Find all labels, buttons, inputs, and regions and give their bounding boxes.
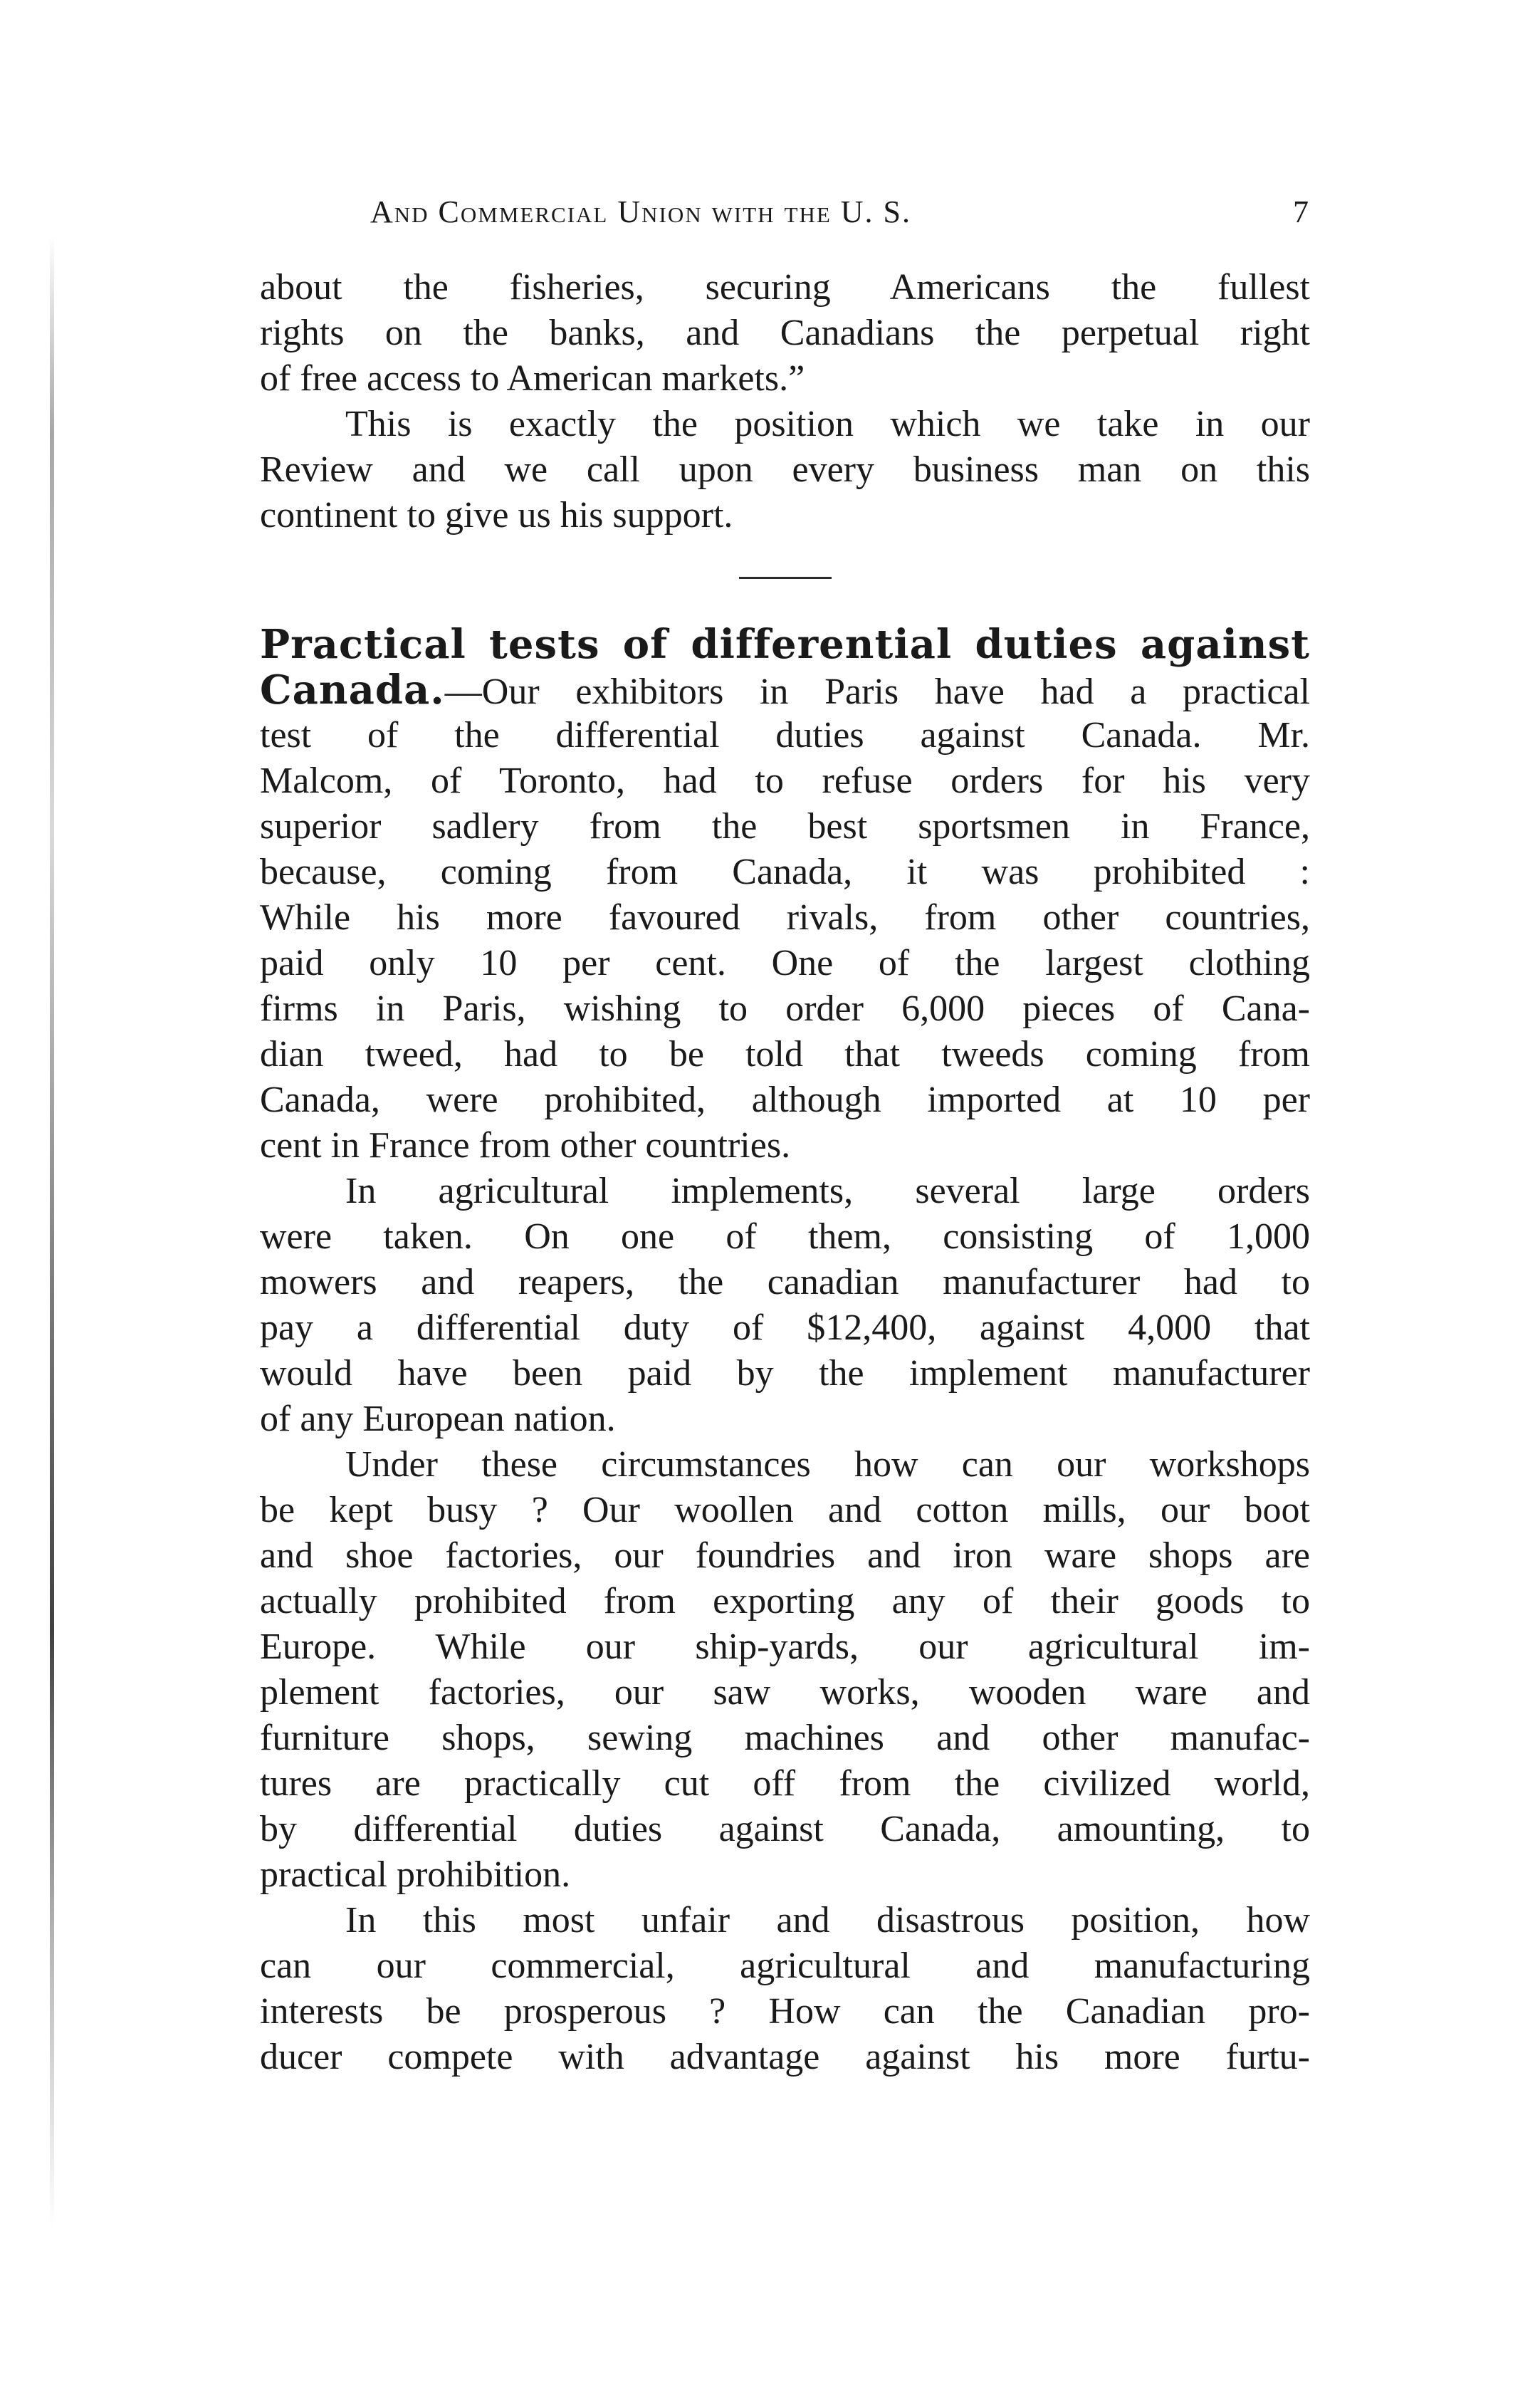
text-line: continent to give us his support. — [260, 495, 733, 536]
text-line: pay a differential duty of $12,400, against 4,000 that — [260, 1307, 1310, 1348]
running-head — [260, 194, 1310, 236]
text-line: tures are practically cut off from the civilized world, — [260, 1763, 1310, 1804]
text-line: can our commercial, agricultural and manufacturing — [260, 1946, 1310, 1986]
page-number: 7 — [1293, 194, 1310, 229]
section-heading-run-in: Canada. — [260, 667, 445, 713]
text-line: would have been paid by the implement manufacturer — [260, 1353, 1310, 1394]
text-line: firms in Paris, wishing to order 6,000 pieces of Cana- — [260, 988, 1310, 1029]
text-line: In this most unfair and disastrous position, how — [345, 1900, 1310, 1941]
text-line: and shoe factories, our foundries and iron ware shops are — [260, 1535, 1310, 1576]
text-line: Malcom, of Toronto, had to refuse orders for his very — [260, 761, 1310, 801]
text-line: superior sadlery from the best sportsmen in France, — [260, 806, 1310, 847]
text-line: by differential duties against Canada, amounting, to — [260, 1809, 1310, 1849]
text-line: interests be prosperous ? How can the Canadian pro- — [260, 1991, 1310, 2032]
text-line: ducer compete with advantage against his more furtu- — [260, 2037, 1310, 2077]
text-line: actually prohibited from exporting any of their goods to — [260, 1581, 1310, 1621]
section-heading: Practical tests of differential duties against — [260, 622, 1310, 667]
text-line: This is exactly the position which we take in our — [345, 404, 1310, 444]
text-line: While his more favoured rivals, from other countries, — [260, 897, 1310, 938]
text-line: of any European nation. — [260, 1399, 616, 1439]
section-divider — [739, 577, 832, 579]
running-head-title: And Commercial Union with the U. S. — [370, 194, 912, 229]
text-line: test of the differential duties against Canada. Mr. — [260, 715, 1310, 756]
text-line: Review and we call upon every business man on this — [260, 449, 1310, 490]
text-line: Under these circumstances how can our workshops — [345, 1444, 1310, 1485]
text-line: dian tweed, had to be told that tweeds coming from — [260, 1034, 1310, 1075]
text-line: about the fisheries, securing Americans the fullest — [260, 267, 1310, 308]
text-line: practical prohibition. — [260, 1854, 571, 1895]
text-line: were taken. On one of them, consisting of 1,000 — [260, 1216, 1310, 1257]
text-line: In agricultural implements, several large orders — [345, 1171, 1310, 1211]
text-line: Europe. While our ship-yards, our agricultural im- — [260, 1626, 1310, 1667]
text-line: plement factories, our saw works, wooden ware and — [260, 1672, 1310, 1713]
text-line-rest: —Our exhibitors in Paris have had a practical — [444, 672, 1310, 712]
body-text — [260, 265, 1310, 2080]
text-line: rights on the banks, and Canadians the perpetual right — [260, 313, 1310, 353]
text-line — [260, 667, 1310, 713]
text-line: mowers and reapers, the canadian manufacturer had to — [260, 1262, 1310, 1302]
text-line: Canada, were prohibited, although imported at 10 per — [260, 1080, 1310, 1120]
binding-edge — [50, 235, 54, 2229]
text-line: of free access to American markets.” — [260, 358, 805, 399]
text-line: paid only 10 per cent. One of the largest clothing — [260, 943, 1310, 983]
text-line: cent in France from other countries. — [260, 1125, 791, 1166]
text-line: because, coming from Canada, it was prohibited : — [260, 852, 1310, 892]
text-line: be kept busy ? Our woollen and cotton mills, our boot — [260, 1490, 1310, 1530]
text-line: furniture shops, sewing machines and other manufac- — [260, 1718, 1310, 1758]
